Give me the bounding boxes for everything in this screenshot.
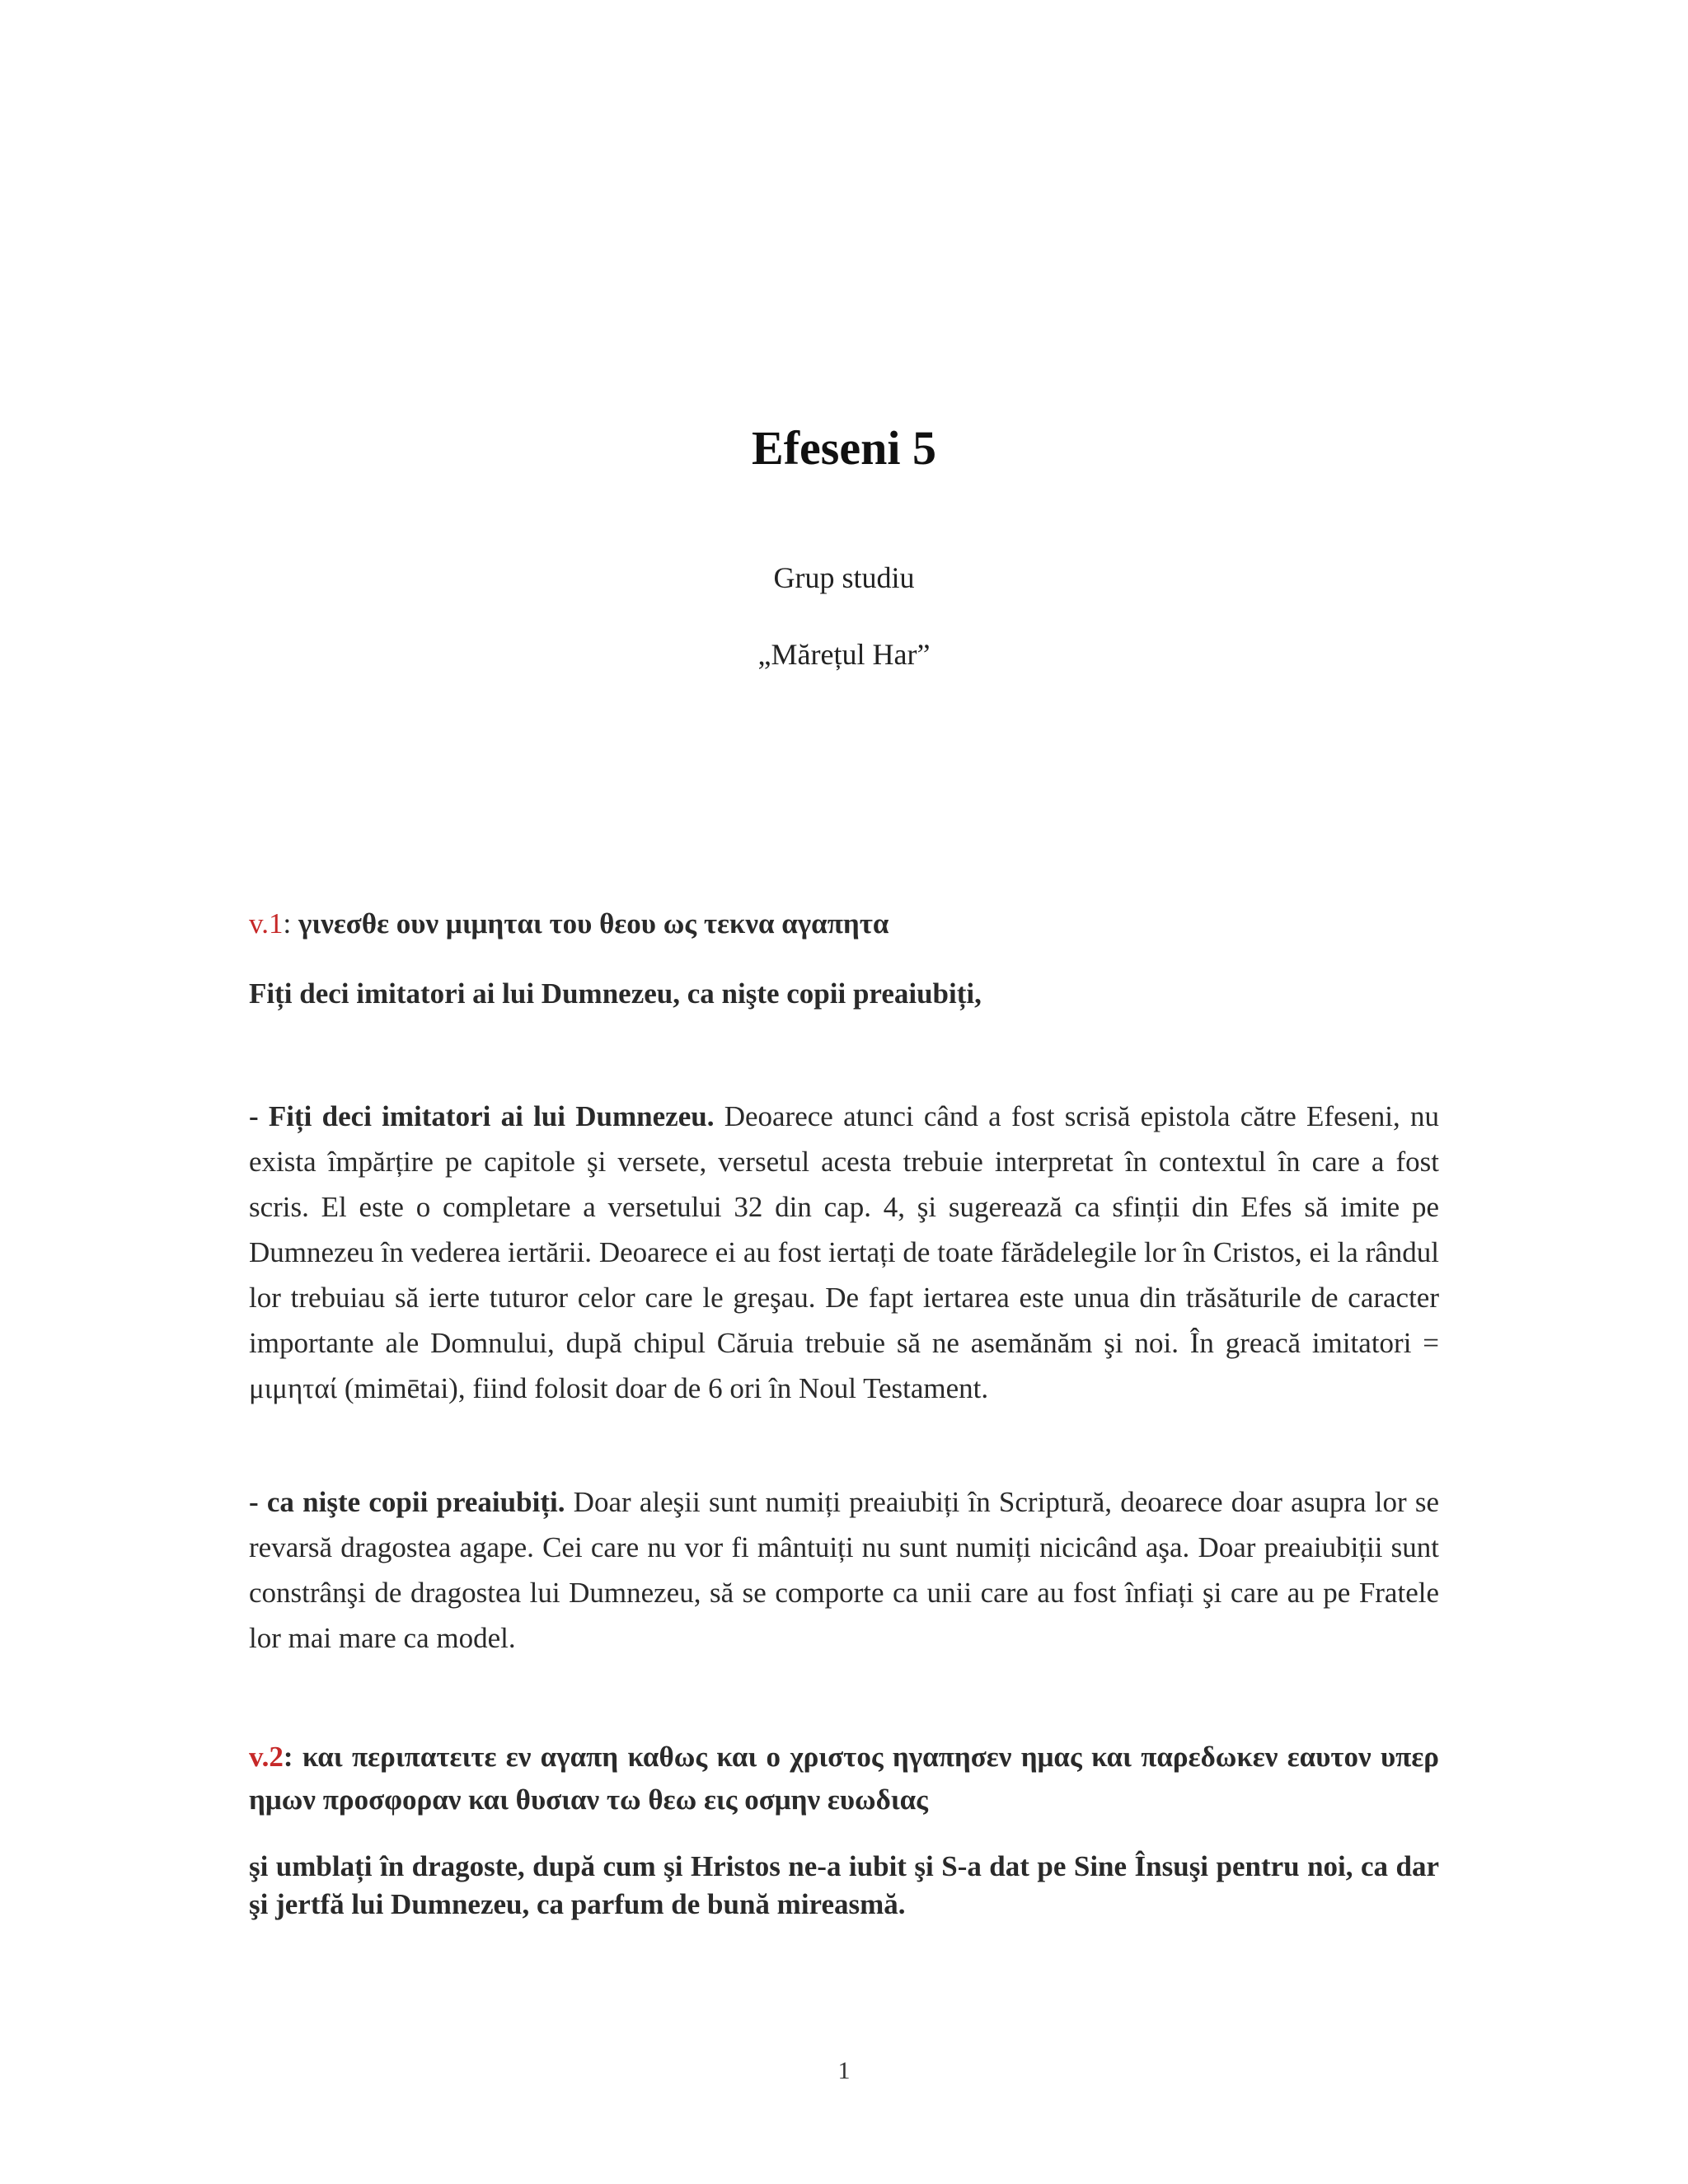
verse1-ref: v.1 [249, 907, 284, 940]
verse2-greek-text: και περιπατειτε εν αγαπη καθως και ο χριστος ηγαπησεν ημας και παρεδωκεν εαυτον υπερ ημων προσφοραν και θυσιαν τω θεω εις οσμην ευωδιας [249, 1741, 1439, 1816]
commentary1-text: Deoarece atunci când a fost scrisă epistola către Efeseni, nu exista împărțire pe capitole şi versete, versetul acesta trebuie interpretat în contextul în care a fost scris. El este o completare a versetului 32 din cap. 4, şi sugerează ca sfinții din Efes să imite pe Dumnezeu în vederea iertării. Deoarece ei au fost iertați de toate fărădelegile lor în Cristos, ei la rândul lor trebuiau să ierte tuturor celor care le greşau. De fapt iertarea este unua din trăsăturile de caracter importante ale Domnului, după chipul Căruia trebuie să ne asemănăm şi noi. În greacă imitatori = μιμηταί (mimētai), fiind folosit doar de 6 ori în Noul Testament. [249, 1100, 1440, 1404]
verse2-translation: şi umblați în dragoste, după cum şi Hristos ne-a iubit şi S-a dat pe Sine Însuşi pentru noi, ca dar şi jertfă lui Dumnezeu, ca parfum de bună mireasmă. [249, 1850, 1439, 1920]
commentary-paragraph-2 [249, 1479, 1439, 1661]
commentary-paragraph-1 [249, 1094, 1439, 1411]
commentary2-lead: - ca nişte copii preaiubiți. [249, 1486, 565, 1518]
group-name: „Mărețul Har” [757, 638, 931, 671]
page-subtitle: Grup studiu [773, 561, 915, 594]
commentary2-text: Doar aleşii sunt numiți preaiubiți în Scriptură, deoarece doar asupra lor se revarsă dragostea agape. Cei care nu vor fi mântuiți nu sunt numiți nicicând aşa. Doar preaiubiții sunt constrânşi de dragostea lui Dumnezeu, să se comporte ca unii care au fost înfiați şi care au pe Fratele lor mai mare ca model. [249, 1486, 1439, 1654]
page-number: 1 [837, 2057, 851, 2084]
page-title: Efeseni 5 [752, 421, 936, 475]
commentary1-lead: - Fiți deci imitatori ai lui Dumnezeu. [249, 1100, 715, 1132]
verse1-greek-text: γινεσθε ουν μιμηται του θεου ως τεκνα αγαπητα [298, 907, 889, 940]
verse2-ref: v.2 [249, 1741, 284, 1773]
verse2-sep: : [283, 1741, 302, 1773]
verse1-sep: : [283, 907, 298, 940]
verse1-greek [249, 901, 1439, 946]
verse1-translation: Fiți deci imitatori ai lui Dumnezeu, ca nişte copii preaiubiți, [249, 977, 982, 1010]
verse2-greek [249, 1736, 1439, 1821]
